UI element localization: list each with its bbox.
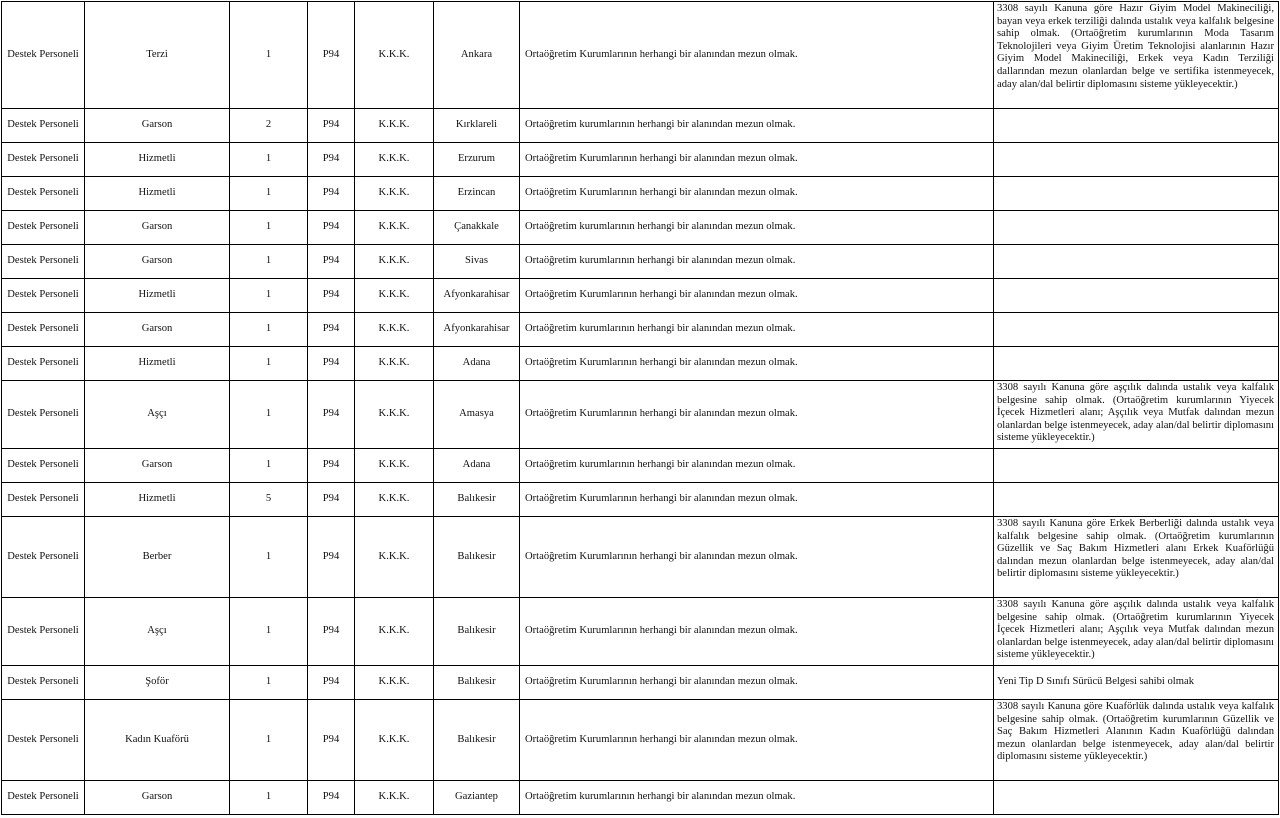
cell-code: P94 — [308, 517, 355, 598]
cell-title: Destek Personeli — [2, 279, 85, 313]
cell-institution: K.K.K. — [355, 483, 434, 517]
cell-requirements: Yeni Tip D Sınıfı Sürücü Belgesi sahibi olmak — [994, 666, 1279, 700]
personnel-table — [1, 1, 1279, 815]
cell-code: P94 — [308, 347, 355, 381]
cell-institution: K.K.K. — [355, 279, 434, 313]
cell-title: Destek Personeli — [2, 598, 85, 666]
cell-position: Garson — [85, 313, 230, 347]
cell-city: Balıkesir — [434, 598, 520, 666]
cell-count: 1 — [230, 449, 308, 483]
cell-institution: K.K.K. — [355, 700, 434, 781]
cell-code: P94 — [308, 449, 355, 483]
table-row — [2, 177, 1279, 211]
cell-requirements — [994, 313, 1279, 347]
cell-count: 1 — [230, 666, 308, 700]
cell-title: Destek Personeli — [2, 177, 85, 211]
cell-requirements — [994, 483, 1279, 517]
cell-institution: K.K.K. — [355, 517, 434, 598]
cell-code: P94 — [308, 211, 355, 245]
table-row — [2, 781, 1279, 815]
cell-code: P94 — [308, 483, 355, 517]
cell-code: P94 — [308, 279, 355, 313]
cell-count: 1 — [230, 517, 308, 598]
table-row — [2, 666, 1279, 700]
cell-requirements — [994, 781, 1279, 815]
cell-city: Balıkesir — [434, 666, 520, 700]
cell-institution: K.K.K. — [355, 449, 434, 483]
cell-title: Destek Personeli — [2, 143, 85, 177]
cell-position: Garson — [85, 449, 230, 483]
cell-code: P94 — [308, 2, 355, 109]
table-row — [2, 347, 1279, 381]
cell-education: Ortaöğretim Kurumlarının herhangi bir alanından mezun olmak. — [520, 483, 994, 517]
cell-city: Amasya — [434, 381, 520, 449]
cell-code: P94 — [308, 598, 355, 666]
table-row — [2, 279, 1279, 313]
cell-position: Kadın Kuaförü — [85, 700, 230, 781]
cell-title: Destek Personeli — [2, 245, 85, 279]
cell-requirements — [994, 279, 1279, 313]
cell-requirements — [994, 449, 1279, 483]
cell-count: 1 — [230, 598, 308, 666]
cell-requirements: 3308 sayılı Kanuna göre aşçılık dalında ustalık veya kalfalık belgesine sahip olmak. (Ortaöğretim kurumlarının Yiyecek İçecek Hizmetleri alanı; Aşçılık veya Mutfak dalından mezun olanlardan belge istenmeyecek, aday alan/dal belirtir diplomasını sisteme yükleyecektir.) — [994, 598, 1279, 666]
cell-code: P94 — [308, 245, 355, 279]
cell-title: Destek Personeli — [2, 109, 85, 143]
cell-city: Erzurum — [434, 143, 520, 177]
cell-title: Destek Personeli — [2, 347, 85, 381]
cell-education: Ortaöğretim kurumlarının herhangi bir alanından mezun olmak. — [520, 211, 994, 245]
cell-requirements — [994, 177, 1279, 211]
table-row — [2, 143, 1279, 177]
cell-code: P94 — [308, 381, 355, 449]
cell-city: Afyonkarahisar — [434, 313, 520, 347]
cell-title: Destek Personeli — [2, 666, 85, 700]
cell-education: Ortaöğretim Kurumlarının herhangi bir alanından mezun olmak. — [520, 666, 994, 700]
table-row — [2, 598, 1279, 666]
cell-requirements — [994, 211, 1279, 245]
cell-code: P94 — [308, 781, 355, 815]
cell-institution: K.K.K. — [355, 211, 434, 245]
cell-count: 1 — [230, 381, 308, 449]
table-row — [2, 483, 1279, 517]
cell-city: Balıkesir — [434, 517, 520, 598]
cell-code: P94 — [308, 666, 355, 700]
cell-requirements — [994, 143, 1279, 177]
table-row — [2, 245, 1279, 279]
cell-institution: K.K.K. — [355, 598, 434, 666]
cell-position: Garson — [85, 109, 230, 143]
cell-count: 1 — [230, 700, 308, 781]
cell-education: Ortaöğretim kurumlarının herhangi bir alanından mezun olmak. — [520, 313, 994, 347]
cell-institution: K.K.K. — [355, 313, 434, 347]
cell-count: 1 — [230, 279, 308, 313]
cell-requirements — [994, 245, 1279, 279]
cell-position: Hizmetli — [85, 279, 230, 313]
table-row — [2, 2, 1279, 109]
cell-position: Hizmetli — [85, 143, 230, 177]
cell-position: Hizmetli — [85, 177, 230, 211]
cell-position: Şoför — [85, 666, 230, 700]
table-row — [2, 381, 1279, 449]
cell-count: 1 — [230, 211, 308, 245]
cell-city: Ankara — [434, 2, 520, 109]
cell-count: 1 — [230, 177, 308, 211]
table-row — [2, 313, 1279, 347]
cell-code: P94 — [308, 143, 355, 177]
cell-institution: K.K.K. — [355, 109, 434, 143]
cell-education: Ortaöğretim Kurumlarının herhangi bir alanından mezun olmak. — [520, 700, 994, 781]
cell-count: 1 — [230, 143, 308, 177]
cell-position: Garson — [85, 781, 230, 815]
cell-requirements: 3308 sayılı Kanuna göre Erkek Berberliği dalında ustalık veya kalfalık belgesine sahip olmak. (Ortaöğretim kurumlarının Güzellik ve Saç Bakım Hizmetleri alanı Erkek Kuaförlüğü dalından mezun olanlardan belge istenmeyecek, aday alan/dal belirtir diplomasını sisteme yükleyecektir.) — [994, 517, 1279, 598]
cell-title: Destek Personeli — [2, 700, 85, 781]
cell-education: Ortaöğretim kurumlarının herhangi bir alanından mezun olmak. — [520, 781, 994, 815]
cell-education: Ortaöğretim Kurumlarının herhangi bir alanından mezun olmak. — [520, 598, 994, 666]
cell-education: Ortaöğretim Kurumlarının herhangi bir alanından mezun olmak. — [520, 143, 994, 177]
cell-title: Destek Personeli — [2, 381, 85, 449]
cell-institution: K.K.K. — [355, 666, 434, 700]
table-row — [2, 211, 1279, 245]
cell-title: Destek Personeli — [2, 449, 85, 483]
cell-education: Ortaöğretim kurumlarının herhangi bir alanından mezun olmak. — [520, 245, 994, 279]
cell-title: Destek Personeli — [2, 211, 85, 245]
table-row — [2, 449, 1279, 483]
cell-count: 1 — [230, 313, 308, 347]
cell-requirements: 3308 sayılı Kanuna göre Kuaförlük dalında ustalık veya kalfalık belgesine sahip olmak. (Ortaöğretim kurumlarının Güzellik ve Saç Bakım Hizmetleri Alanının Kadın Kuaförlüğü dalından mezun olanlardan belge istenmeyecek, aday alan/dal belirtir diplomasını sisteme yükleyecektir.) — [994, 700, 1279, 781]
cell-education: Ortaöğretim kurumlarının herhangi bir alanından mezun olmak. — [520, 109, 994, 143]
cell-count: 5 — [230, 483, 308, 517]
cell-requirements: 3308 sayılı Kanuna göre Hazır Giyim Model Makineciliği, bayan veya erkek terziliği dalında ustalık veya kalfalık belgesine sahip olmak. (Ortaöğretim kurumlarının Moda Tasarım Teknolojileri veya Giyim Üretim Teknolojisi alanlarının Hazır Giyim Model Makineciliği, Erkek veya Kadın Terziliği dallarından mezun olanlardan belge ve sertifika istenmeyecek, aday alan/dal belirtir diplomasını sisteme yükleyecektir.) — [994, 2, 1279, 109]
cell-position: Aşçı — [85, 598, 230, 666]
cell-title: Destek Personeli — [2, 483, 85, 517]
cell-position: Terzi — [85, 2, 230, 109]
cell-city: Çanakkale — [434, 211, 520, 245]
cell-institution: K.K.K. — [355, 143, 434, 177]
cell-city: Adana — [434, 449, 520, 483]
cell-institution: K.K.K. — [355, 2, 434, 109]
cell-city: Afyonkarahisar — [434, 279, 520, 313]
cell-city: Balıkesir — [434, 483, 520, 517]
cell-education: Ortaöğretim Kurumlarının herhangi bir alanından mezun olmak. — [520, 279, 994, 313]
cell-count: 1 — [230, 245, 308, 279]
cell-requirements — [994, 347, 1279, 381]
cell-title: Destek Personeli — [2, 313, 85, 347]
cell-code: P94 — [308, 313, 355, 347]
cell-city: Gaziantep — [434, 781, 520, 815]
table-body — [2, 2, 1279, 815]
cell-city: Kırklareli — [434, 109, 520, 143]
cell-city: Adana — [434, 347, 520, 381]
cell-education: Ortaöğretim kurumlarının herhangi bir alanından mezun olmak. — [520, 449, 994, 483]
cell-count: 1 — [230, 347, 308, 381]
table-row — [2, 109, 1279, 143]
cell-education: Ortaöğretim Kurumlarının herhangi bir alanından mezun olmak. — [520, 177, 994, 211]
table-row — [2, 700, 1279, 781]
cell-title: Destek Personeli — [2, 2, 85, 109]
cell-position: Garson — [85, 211, 230, 245]
table-row — [2, 517, 1279, 598]
cell-institution: K.K.K. — [355, 781, 434, 815]
cell-city: Sivas — [434, 245, 520, 279]
cell-position: Aşçı — [85, 381, 230, 449]
cell-requirements — [994, 109, 1279, 143]
cell-title: Destek Personeli — [2, 517, 85, 598]
cell-position: Hizmetli — [85, 347, 230, 381]
cell-count: 1 — [230, 781, 308, 815]
cell-education: Ortaöğretim Kurumlarının herhangi bir alanından mezun olmak. — [520, 381, 994, 449]
cell-education: Ortaöğretim Kurumlarının herhangi bir alanından mezun olmak. — [520, 517, 994, 598]
cell-city: Erzincan — [434, 177, 520, 211]
cell-position: Berber — [85, 517, 230, 598]
cell-code: P94 — [308, 177, 355, 211]
cell-position: Hizmetli — [85, 483, 230, 517]
cell-city: Balıkesir — [434, 700, 520, 781]
cell-requirements: 3308 sayılı Kanuna göre aşçılık dalında ustalık veya kalfalık belgesine sahip olmak. (Ortaöğretim kurumlarının Yiyecek İçecek Hizmetleri alanı; Aşçılık veya Mutfak dalından mezun olanlardan belge istenmeyecek, aday alan/dal belirtir diplomasını sisteme yükleyecektir.) — [994, 381, 1279, 449]
cell-count: 1 — [230, 2, 308, 109]
cell-education: Ortaöğretim Kurumlarının herhangi bir alanından mezun olmak. — [520, 347, 994, 381]
cell-position: Garson — [85, 245, 230, 279]
cell-code: P94 — [308, 109, 355, 143]
cell-institution: K.K.K. — [355, 347, 434, 381]
cell-education: Ortaöğretim Kurumlarının herhangi bir alanından mezun olmak. — [520, 2, 994, 109]
cell-count: 2 — [230, 109, 308, 143]
cell-code: P94 — [308, 700, 355, 781]
cell-title: Destek Personeli — [2, 781, 85, 815]
cell-institution: K.K.K. — [355, 381, 434, 449]
cell-institution: K.K.K. — [355, 245, 434, 279]
cell-institution: K.K.K. — [355, 177, 434, 211]
